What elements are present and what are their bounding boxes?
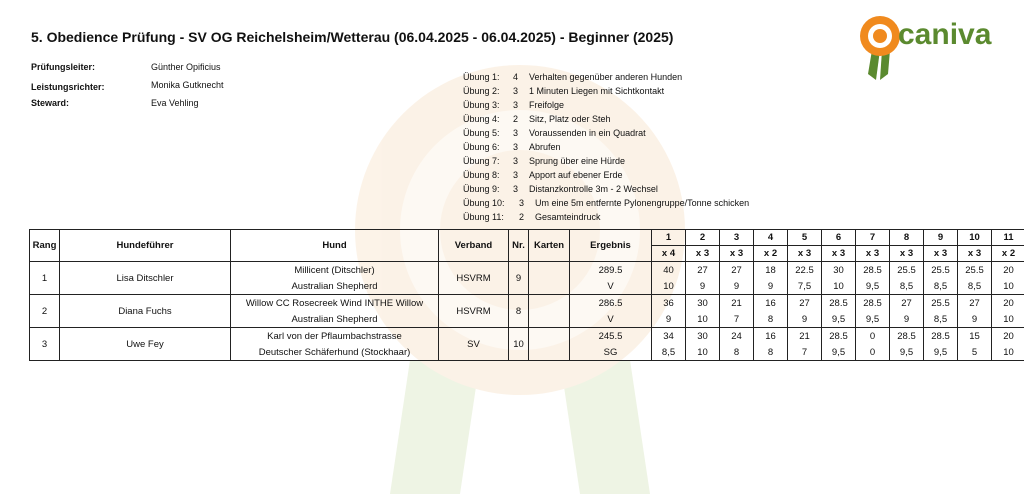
rang-cell: 2: [30, 295, 60, 328]
weighted-score-cell: 27: [686, 262, 720, 279]
score-cell: 7,5: [788, 278, 822, 295]
weighted-score-cell: 27: [720, 262, 754, 279]
score-cell: 0: [856, 344, 890, 361]
exercise-item: Übung 1: 4 Verhalten gegenüber anderen Hunden: [463, 72, 683, 82]
table-row: [30, 262, 1024, 279]
weighted-score-cell: 34: [652, 328, 686, 345]
exercise-item: Übung 9: 3 Distanzkontrolle 3m - 2 Wechsel: [463, 184, 658, 194]
score-cell: 9,5: [822, 311, 856, 328]
exercise-item: Übung 7: 3 Sprung über eine Hürde: [463, 156, 626, 166]
grade-cell: SG: [570, 344, 652, 361]
dog-name-cell: Karl von der Pflaumbachstrasse: [231, 328, 439, 345]
score-cell: 9: [652, 311, 686, 328]
table-row: [30, 328, 1024, 345]
col-exercise-num: 6: [822, 230, 856, 246]
score-cell: 9: [958, 311, 992, 328]
score-cell: 7: [788, 344, 822, 361]
score-cell: 8: [754, 311, 788, 328]
score-cell: 9: [686, 278, 720, 295]
score-cell: 9,5: [924, 344, 958, 361]
col-exercise-factor: x 2: [754, 246, 788, 262]
weighted-score-cell: 27: [788, 295, 822, 312]
score-cell: 9: [890, 311, 924, 328]
score-cell: 9: [754, 278, 788, 295]
weighted-score-cell: 28.5: [924, 328, 958, 345]
col-exercise-num: 3: [720, 230, 754, 246]
col-exercise-factor: x 2: [992, 246, 1024, 262]
weighted-score-cell: 30: [822, 262, 856, 279]
col-verband: Verband: [439, 230, 509, 262]
col-exercise-num: 5: [788, 230, 822, 246]
score-cell: 8,5: [652, 344, 686, 361]
results-table: [29, 229, 1024, 361]
points-cell: 289.5: [570, 262, 652, 279]
col-exercise-num: 7: [856, 230, 890, 246]
score-cell: 10: [652, 278, 686, 295]
weighted-score-cell: 16: [754, 328, 788, 345]
karten-cell: [529, 262, 570, 295]
weighted-score-cell: 25.5: [924, 295, 958, 312]
exercise-item: Übung 2: 3 1 Minuten Liegen mit Sichtkontakt: [463, 86, 665, 96]
col-nr: Nr.: [509, 230, 529, 262]
grade-cell: V: [570, 278, 652, 295]
weighted-score-cell: 18: [754, 262, 788, 279]
col-exercise-num: 4: [754, 230, 788, 246]
exercise-item: Übung 11: 2 Gesamteindruck: [463, 212, 601, 222]
dog-name-cell: Millicent (Ditschler): [231, 262, 439, 279]
weighted-score-cell: 24: [720, 328, 754, 345]
score-cell: 8,5: [958, 278, 992, 295]
weighted-score-cell: 21: [788, 328, 822, 345]
table-row: [30, 295, 1024, 312]
breed-cell: Australian Shepherd: [231, 311, 439, 328]
nr-cell: 9: [509, 262, 529, 295]
points-cell: 245.5: [570, 328, 652, 345]
weighted-score-cell: 27: [890, 295, 924, 312]
score-cell: 9,5: [856, 311, 890, 328]
score-cell: 10: [686, 311, 720, 328]
handler-cell: Uwe Fey: [60, 328, 231, 361]
col-exercise-factor: x 3: [822, 246, 856, 262]
score-cell: 9: [720, 278, 754, 295]
col-exercise-factor: x 3: [856, 246, 890, 262]
logo-text: caniva: [898, 18, 992, 51]
score-cell: 9: [788, 311, 822, 328]
score-cell: 10: [992, 311, 1024, 328]
score-cell: 10: [992, 344, 1024, 361]
score-cell: 8: [720, 344, 754, 361]
score-cell: 9,5: [890, 344, 924, 361]
exercise-item: Übung 6: 3 Abrufen: [463, 142, 561, 152]
col-exercise-num: 1: [652, 230, 686, 246]
weighted-score-cell: 22.5: [788, 262, 822, 279]
weighted-score-cell: 36: [652, 295, 686, 312]
exercise-item: Übung 10: 3 Um eine 5m entfernte Pylonengruppe/Tonne schicken: [463, 198, 750, 208]
weighted-score-cell: 0: [856, 328, 890, 345]
col-exercise-factor: x 4: [652, 246, 686, 262]
weighted-score-cell: 25.5: [958, 262, 992, 279]
karten-cell: [529, 328, 570, 361]
score-cell: 8,5: [890, 278, 924, 295]
verband-cell: HSVRM: [439, 295, 509, 328]
score-cell: 8,5: [924, 278, 958, 295]
exercise-legend: [463, 70, 749, 224]
handler-cell: Lisa Ditschler: [60, 262, 231, 295]
col-exercise-num: 8: [890, 230, 924, 246]
col-exercise-factor: x 3: [788, 246, 822, 262]
exercise-item: Übung 5: 3 Voraussenden in ein Quadrat: [463, 128, 646, 138]
dog-name-cell: Willow CC Rosecreek Wind INTHE Willow: [231, 295, 439, 312]
col-hundefuehrer: Hundeführer: [60, 230, 231, 262]
weighted-score-cell: 28.5: [822, 295, 856, 312]
verband-cell: SV: [439, 328, 509, 361]
weighted-score-cell: 25.5: [924, 262, 958, 279]
col-exercise-num: 11: [992, 230, 1024, 246]
col-exercise-factor: x 3: [924, 246, 958, 262]
score-cell: 10: [822, 278, 856, 295]
weighted-score-cell: 25.5: [890, 262, 924, 279]
score-cell: 7: [720, 311, 754, 328]
exercise-item: Übung 8: 3 Apport auf ebener Erde: [463, 170, 623, 180]
weighted-score-cell: 30: [686, 328, 720, 345]
exercise-item: Übung 3: 3 Freifolge: [463, 100, 565, 110]
score-cell: 8: [754, 344, 788, 361]
col-exercise-num: 10: [958, 230, 992, 246]
col-exercise-num: 2: [686, 230, 720, 246]
points-cell: 286.5: [570, 295, 652, 312]
col-exercise-num: 9: [924, 230, 958, 246]
col-exercise-factor: x 3: [890, 246, 924, 262]
rang-cell: 1: [30, 262, 60, 295]
exercise-item: Übung 4: 2 Sitz, Platz oder Steh: [463, 114, 611, 124]
score-cell: 10: [992, 278, 1024, 295]
weighted-score-cell: 15: [958, 328, 992, 345]
handler-cell: Diana Fuchs: [60, 295, 231, 328]
weighted-score-cell: 28.5: [822, 328, 856, 345]
weighted-score-cell: 20: [992, 328, 1024, 345]
score-cell: 8,5: [924, 311, 958, 328]
weighted-score-cell: 27: [958, 295, 992, 312]
col-rang: Rang: [30, 230, 60, 262]
weighted-score-cell: 20: [992, 295, 1024, 312]
nr-cell: 10: [509, 328, 529, 361]
col-exercise-factor: x 3: [720, 246, 754, 262]
score-cell: 10: [686, 344, 720, 361]
score-cell: 5: [958, 344, 992, 361]
col-exercise-factor: x 3: [958, 246, 992, 262]
breed-cell: Australian Shepherd: [231, 278, 439, 295]
weighted-score-cell: 28.5: [856, 262, 890, 279]
nr-cell: 8: [509, 295, 529, 328]
header-row: [30, 230, 1024, 246]
rang-cell: 3: [30, 328, 60, 361]
breed-cell: Deutscher Schäferhund (Stockhaar): [231, 344, 439, 361]
col-exercise-factor: x 3: [686, 246, 720, 262]
score-cell: 9,5: [822, 344, 856, 361]
weighted-score-cell: 30: [686, 295, 720, 312]
weighted-score-cell: 16: [754, 295, 788, 312]
col-hund: Hund: [231, 230, 439, 262]
score-cell: 9,5: [856, 278, 890, 295]
weighted-score-cell: 28.5: [890, 328, 924, 345]
weighted-score-cell: 20: [992, 262, 1024, 279]
grade-cell: V: [570, 311, 652, 328]
caniva-logo: [858, 8, 1008, 82]
weighted-score-cell: 40: [652, 262, 686, 279]
weighted-score-cell: 21: [720, 295, 754, 312]
verband-cell: HSVRM: [439, 262, 509, 295]
page-title: 5. Obedience Prüfung - SV OG Reichelsheim/Wetterau (06.04.2025 - 06.04.2025) - Beginner (2025): [31, 29, 674, 45]
col-karten: Karten: [529, 230, 570, 262]
col-ergebnis: Ergebnis: [570, 230, 652, 262]
karten-cell: [529, 295, 570, 328]
weighted-score-cell: 28.5: [856, 295, 890, 312]
